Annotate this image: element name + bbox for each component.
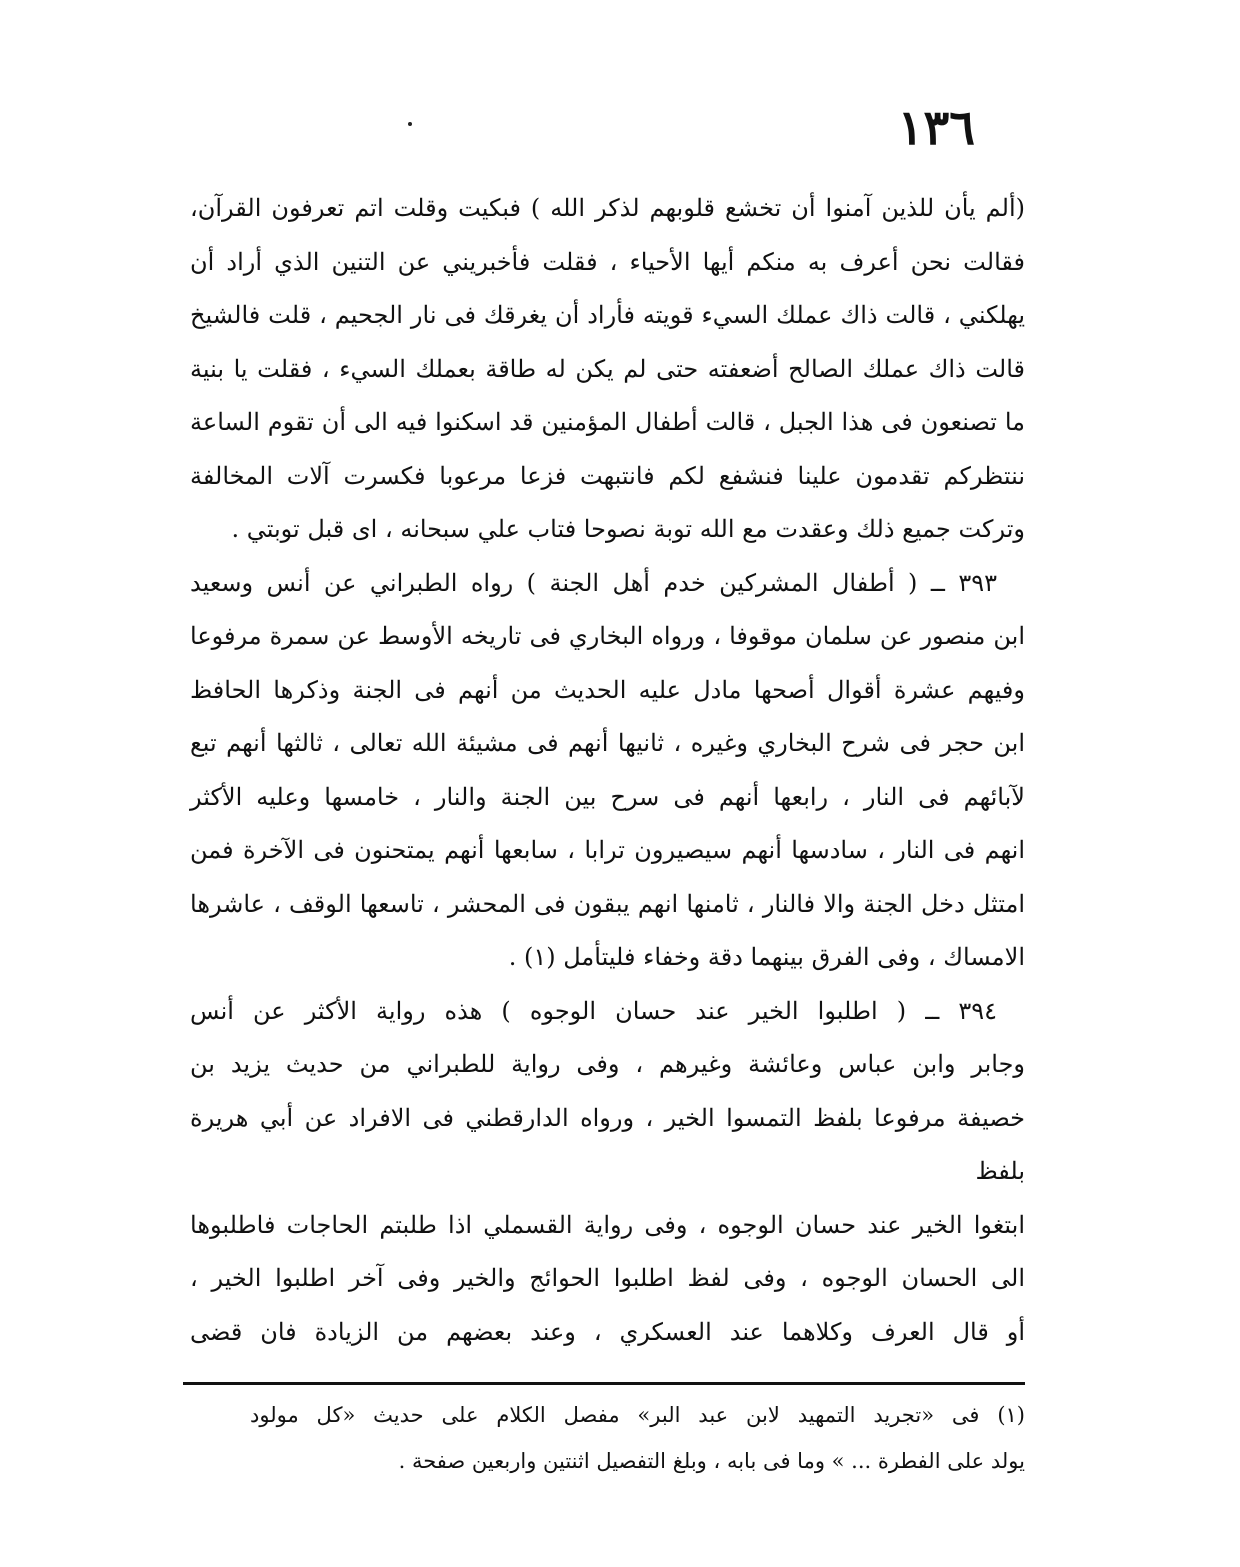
text-line: وجابر وابن عباس وعائشة وغيرهم ، وفى رواية للطبراني من حديث يزيد بن [190, 1050, 1025, 1078]
page-number: ١٣٦ [897, 100, 975, 156]
ink-dot [408, 122, 412, 126]
text-line: لآبائهم فى النار ، رابعها أنهم فى سرح بين الجنة والنار ، خامسها وعليه الأكثر [190, 782, 1025, 811]
footnote [250, 1392, 1025, 1484]
text-line: يهلكني ، قالت ذاك عملك السيء قويته فأراد أن يغرقك فى نار الجحيم ، قلت فالشيخ [190, 301, 1025, 329]
text-line: وفيهم عشرة أقوال أصحها مادل عليه الحديث من أنهم فى الجنة وذكرها الحافظ [190, 675, 1025, 704]
text-line: ابتغوا الخير عند حسان الوجوه ، وفى رواية القسملي اذا طلبتم الحاجات فاطلبوها [190, 1210, 1025, 1239]
main-text [190, 182, 1025, 1359]
entry-393-heading: ٣٩٣ ــ ( أطفال المشركين خدم أهل الجنة ) رواه الطبراني عن أنس وسعيد [190, 568, 997, 597]
text-line: (ألم يأن للذين آمنوا أن تخشع قلوبهم لذكر الله ) فبكيت وقلت اتم تعرفون القرآن، [190, 194, 1026, 222]
text-line: انهم فى النار ، سادسها أنهم سيصيرون ترابا ، سابعها أنهم يمتحنون فى الآخرة فمن [190, 836, 1025, 864]
footnote-divider [183, 1382, 1025, 1385]
text-line: فقالت نحن أعرف به منكم أيها الأحياء ، فقلت فأخبريني عن التنين الذي أراد أن [190, 247, 1025, 276]
text-line: امتثل دخل الجنة والا فالنار ، ثامنها انهم يبقون فى المحشر ، تاسعها الوقف ، عاشرها [190, 889, 1025, 918]
text-line: قالت ذاك عملك الصالح أضعفته حتى لم يكن له طاقة بعملك السيء ، فقلت يا بنية [190, 354, 1025, 383]
text-line: الى الحسان الوجوه ، وفى لفظ اطلبوا الحوائج والخير وفى آخر اطلبوا الخير ، [190, 1264, 1025, 1292]
text-line: خصيفة مرفوعا بلفظ التمسوا الخير ، ورواه الدارقطني فى الافراد عن أبي هريرة بلفظ [190, 1103, 1025, 1185]
text-line: ما تصنعون فى هذا الجبل ، قالت أطفال المؤمنين قد اسكنوا فيه الى أن تقوم الساعة [190, 408, 1025, 436]
entry-394-heading: ٣٩٤ ــ ( اطلبوا الخير عند حسان الوجوه ) هذه رواية الأكثر عن أنس [190, 996, 997, 1025]
text-line: ننتظركم تقدمون علينا فنشفع لكم فانتبهت فزعا مرعوبا فكسرت آلات المخالفة [190, 461, 1025, 490]
footnote-line: (١) فى «تجريد التمهيد لابن عبد البر» مفصل الكلام على حديث «كل مولود [250, 1403, 1025, 1427]
text-line: وتركت جميع ذلك وعقدت مع الله توبة نصوحا فتاب علي سبحانه ، اى قبل توبتي . [231, 515, 1025, 543]
text-line: ابن حجر فى شرح البخاري وغيره ، ثانيها أنهم فى مشيئة الله تعالى ، ثالثها أنهم تبع [190, 729, 1025, 757]
text-line: أو قال العرف وكلاهما عند العسكري ، وعند بعضهم من الزيادة فان قضى [190, 1317, 1025, 1346]
footnote-line: يولد على الفطرة ... » وما فى بابه ، وبلغ التفصيل اثنتين واربعين صفحة . [398, 1449, 1025, 1473]
text-line: ابن منصور عن سلمان موقوفا ، ورواه البخاري فى تاريخه الأوسط عن سمرة مرفوعا [190, 622, 1025, 650]
text-line: الامساك ، وفى الفرق بينهما دقة وخفاء فليتأمل (١) . [508, 943, 1025, 971]
